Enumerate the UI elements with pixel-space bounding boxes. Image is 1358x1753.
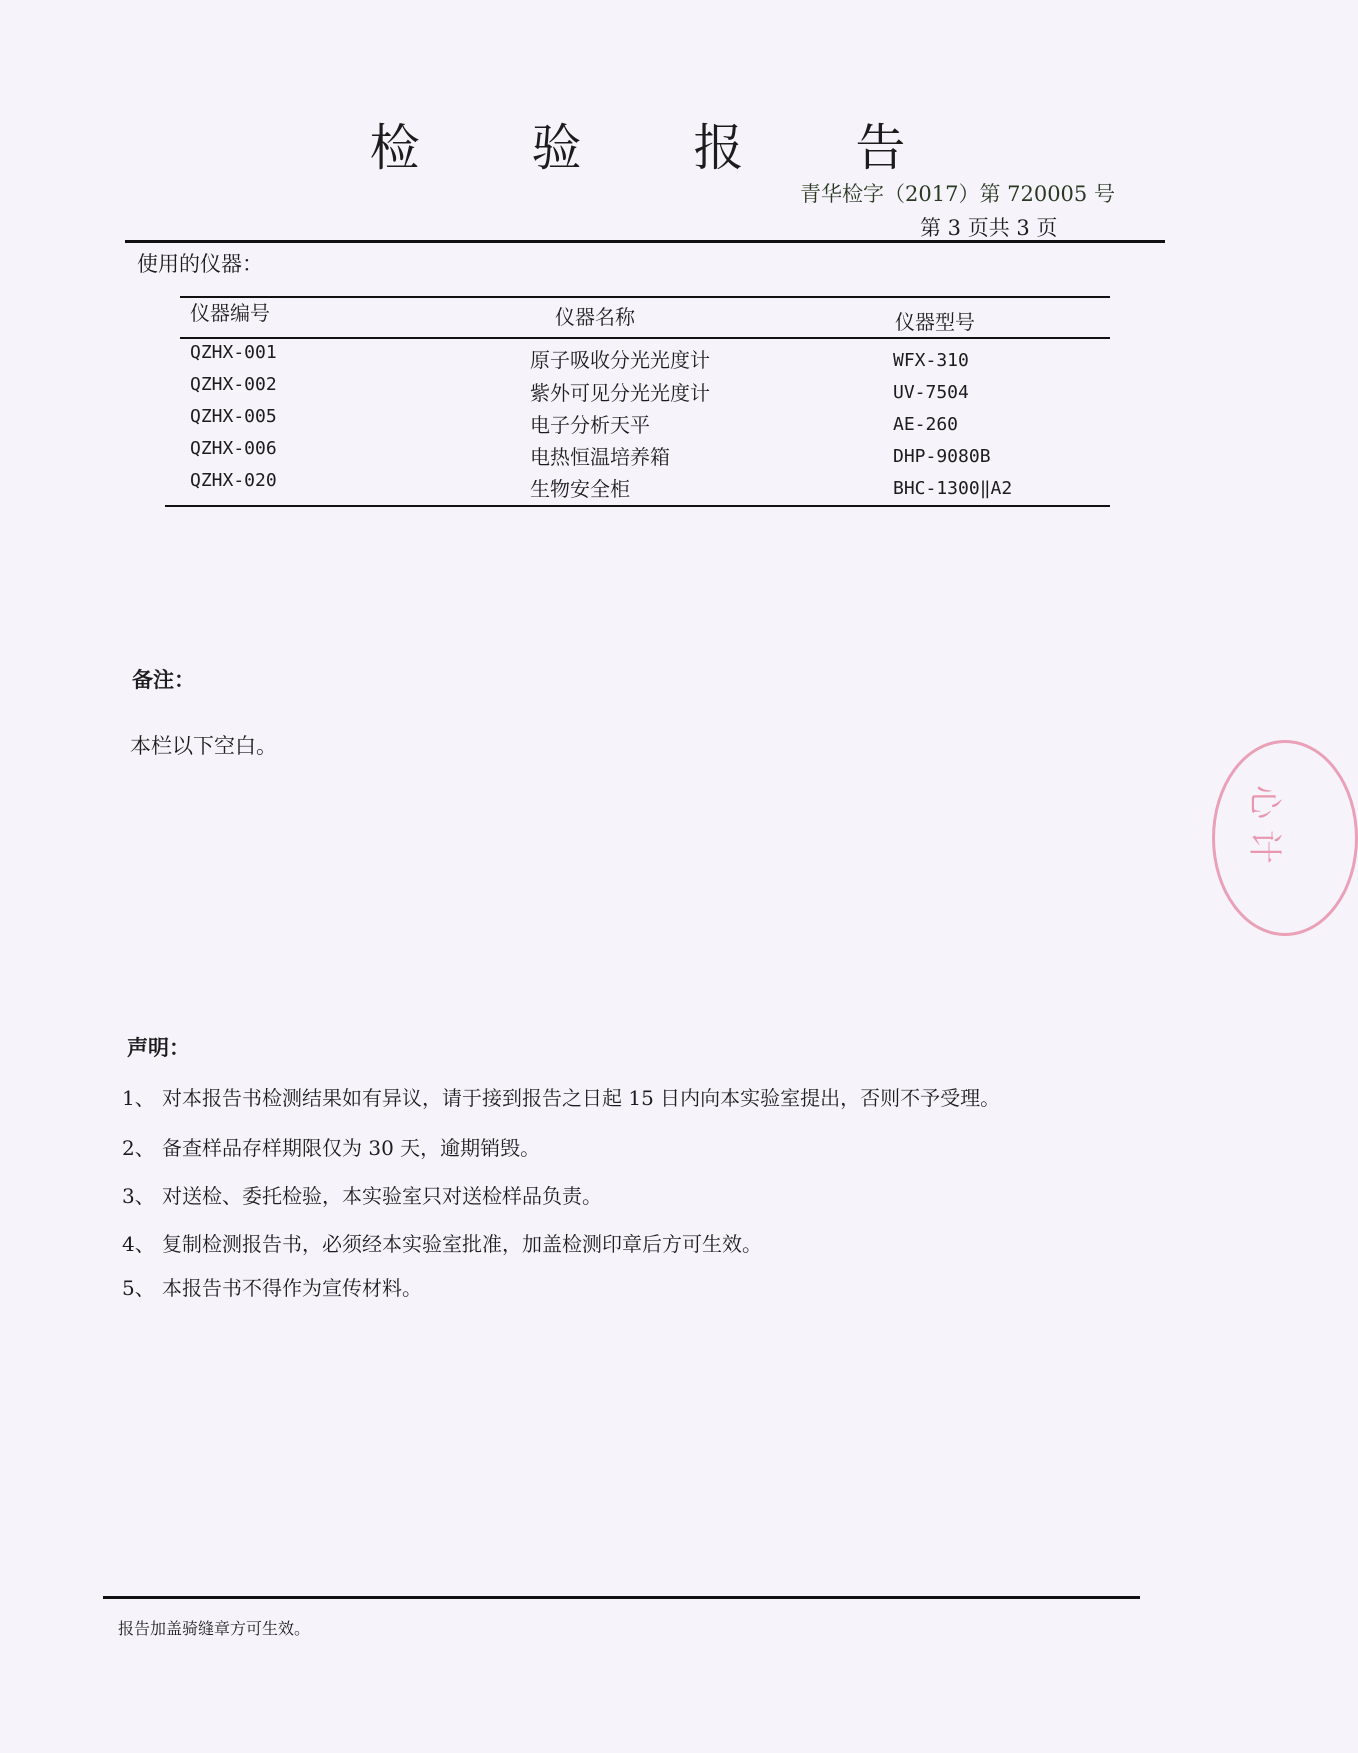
cell-name: 生物安全柜 — [530, 477, 630, 501]
cell-name: 电热恒温培养箱 — [530, 445, 670, 469]
declaration-item-number: 4、 — [122, 1232, 155, 1256]
cell-id: QZHX-001 — [190, 342, 277, 363]
declaration-item-text: 本报告书不得作为宣传材料。 — [162, 1276, 422, 1300]
cell-id: QZHX-005 — [190, 406, 277, 427]
header-divider — [125, 240, 1165, 243]
remarks-label: 备注： — [132, 667, 195, 692]
remarks-text: 本栏以下空白。 — [130, 734, 277, 758]
declaration-item — [122, 1082, 1000, 1111]
seal-stamp-text: 心 计 — [1243, 785, 1284, 864]
page-number: 第 3 页共 3 页 — [920, 216, 1058, 240]
instruments-label: 使用的仪器： — [137, 252, 263, 276]
col-header-model: 仪器型号 — [895, 310, 975, 334]
cell-name: 原子吸收分光光度计 — [530, 348, 710, 372]
cell-name: 电子分析天平 — [530, 413, 650, 437]
footer-note: 报告加盖骑缝章方可生效。 — [118, 1619, 311, 1638]
cell-id: QZHX-006 — [190, 438, 277, 459]
table-bottom-rule — [165, 505, 1110, 507]
table-top-rule — [180, 296, 1110, 298]
declaration-label: 声明： — [127, 1035, 190, 1060]
table-header-rule — [180, 337, 1110, 339]
cell-model: DHP-9080B — [893, 446, 991, 467]
declaration-item-text: 对本报告书检测结果如有异议，请于接到报告之日起 15 日内向本实验室提出，否则不予受理。 — [162, 1086, 1001, 1110]
cell-model: AE-260 — [893, 414, 959, 435]
footer-divider — [103, 1596, 1140, 1599]
declaration-item-number: 1、 — [122, 1086, 155, 1110]
cell-name: 紫外可见分光光度计 — [530, 381, 710, 405]
cell-id: QZHX-002 — [190, 374, 277, 395]
page-title: 检 验 报 告 — [369, 119, 954, 177]
col-header-name: 仪器名称 — [555, 305, 635, 329]
cell-model: WFX-310 — [893, 350, 969, 371]
declaration-item-text: 备查样品存样期限仅为 30 天，逾期销毁。 — [162, 1136, 541, 1160]
declaration-item — [122, 1272, 422, 1301]
declaration-item-number: 2、 — [122, 1136, 155, 1160]
declaration-item-text: 复制检测报告书，必须经本实验室批准，加盖检测印章后方可生效。 — [162, 1232, 762, 1256]
declaration-item-number: 5、 — [122, 1276, 155, 1300]
report-number: 青华检字（2017）第 720005 号 — [800, 182, 1115, 206]
declaration-item-number: 3、 — [122, 1184, 155, 1208]
declaration-item — [122, 1228, 762, 1257]
cell-id: QZHX-020 — [190, 470, 277, 491]
declaration-item — [122, 1132, 540, 1161]
cell-model: UV-7504 — [893, 382, 969, 403]
col-header-id: 仪器编号 — [190, 301, 270, 325]
cell-model: BHC-1300‖A2 — [893, 478, 1013, 499]
declaration-item — [122, 1180, 602, 1209]
declaration-item-text: 对送检、委托检验，本实验室只对送检样品负责。 — [162, 1184, 602, 1208]
